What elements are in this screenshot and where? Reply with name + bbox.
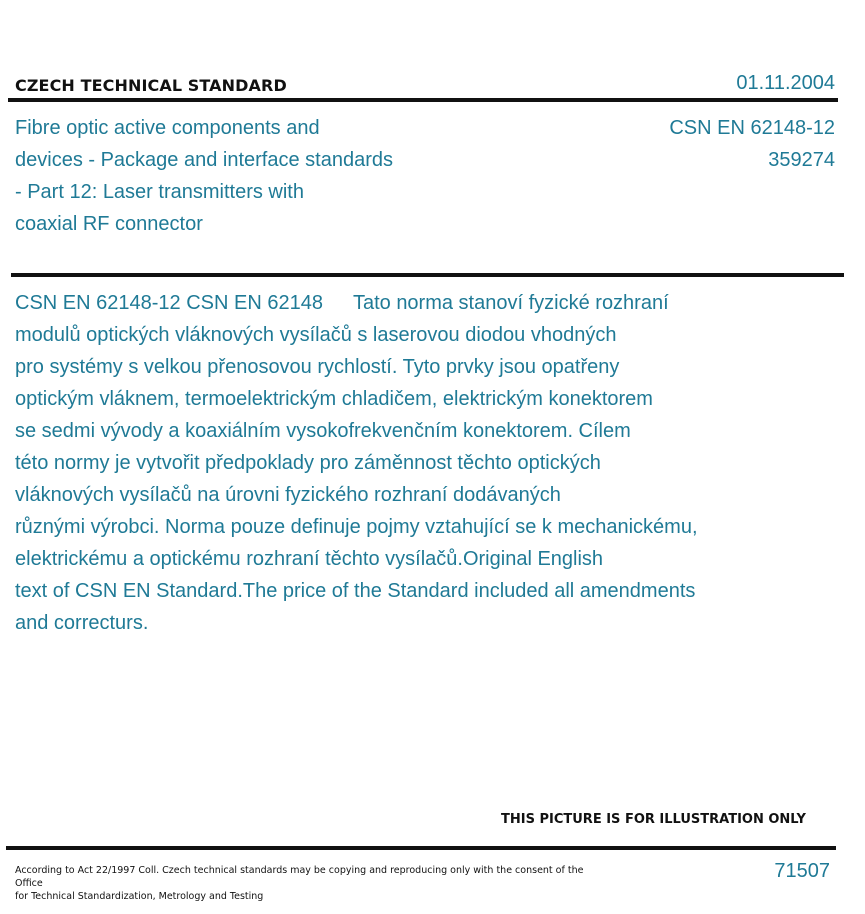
classification-number: 359274 (768, 149, 835, 171)
legal-notice-line: According to Act 22/1997 Coll. Czech technical standards may be copying and reproducing only with the consent of the Office (15, 865, 584, 889)
description-line: optickým vláknem, termoelektrickým chladičem, elektrickým konektorem (15, 388, 653, 410)
description-line: and correcturs. (15, 612, 149, 634)
title-line: Fibre optic active components and (15, 117, 320, 139)
description-line: této normy je vytvořit předpoklady pro záměnnost těchto optických (15, 452, 601, 474)
illustration-disclaimer: THIS PICTURE IS FOR ILLUSTRATION ONLY (501, 812, 806, 827)
title-line: - Part 12: Laser transmitters with (15, 181, 304, 203)
legal-notice-line: for Technical Standardization, Metrology and Testing (15, 891, 264, 902)
publication-date: 01.11.2004 (736, 72, 835, 94)
product-code: 71507 (774, 860, 830, 882)
title-line: devices - Package and interface standards (15, 149, 393, 171)
title-line: coaxial RF connector (15, 213, 203, 235)
standard-code: CSN EN 62148-12 (669, 117, 835, 139)
description-line: pro systémy s velkou přenosovou rychlostí. Tyto prvky jsou opatřeny (15, 356, 620, 378)
bottom-divider (6, 846, 836, 850)
description-line: vláknových vysílačů na úrovni fyzického rozhraní dodávaných (15, 484, 561, 506)
description-line: modulů optických vláknových vysílačů s laserovou diodou vhodných (15, 324, 617, 346)
document-type-label: CZECH TECHNICAL STANDARD (15, 76, 287, 95)
standard-title (15, 112, 445, 240)
standard-identifiers (669, 112, 835, 176)
description-line: různými výrobci. Norma pouze definuje pojmy vztahující se k mechanickému, (15, 516, 698, 538)
description-line: elektrickému a optickému rozhraní těchto vysílačů.Original English (15, 548, 604, 570)
description-codes: CSN EN 62148-12 CSN EN 62148 (15, 292, 323, 314)
description-line: text of CSN EN Standard.The price of the Standard included all amendments (15, 580, 696, 602)
middle-divider (11, 273, 844, 277)
top-divider (8, 98, 838, 102)
legal-notice (15, 864, 595, 903)
standard-description (15, 287, 775, 639)
description-line: se sedmi vývody a koaxiálním vysokofrekvenčním konektorem. Cílem (15, 420, 631, 442)
description-line: CSN EN 62148-12 CSN EN 62148 Tato norma stanoví fyzické rozhraní (15, 292, 669, 314)
